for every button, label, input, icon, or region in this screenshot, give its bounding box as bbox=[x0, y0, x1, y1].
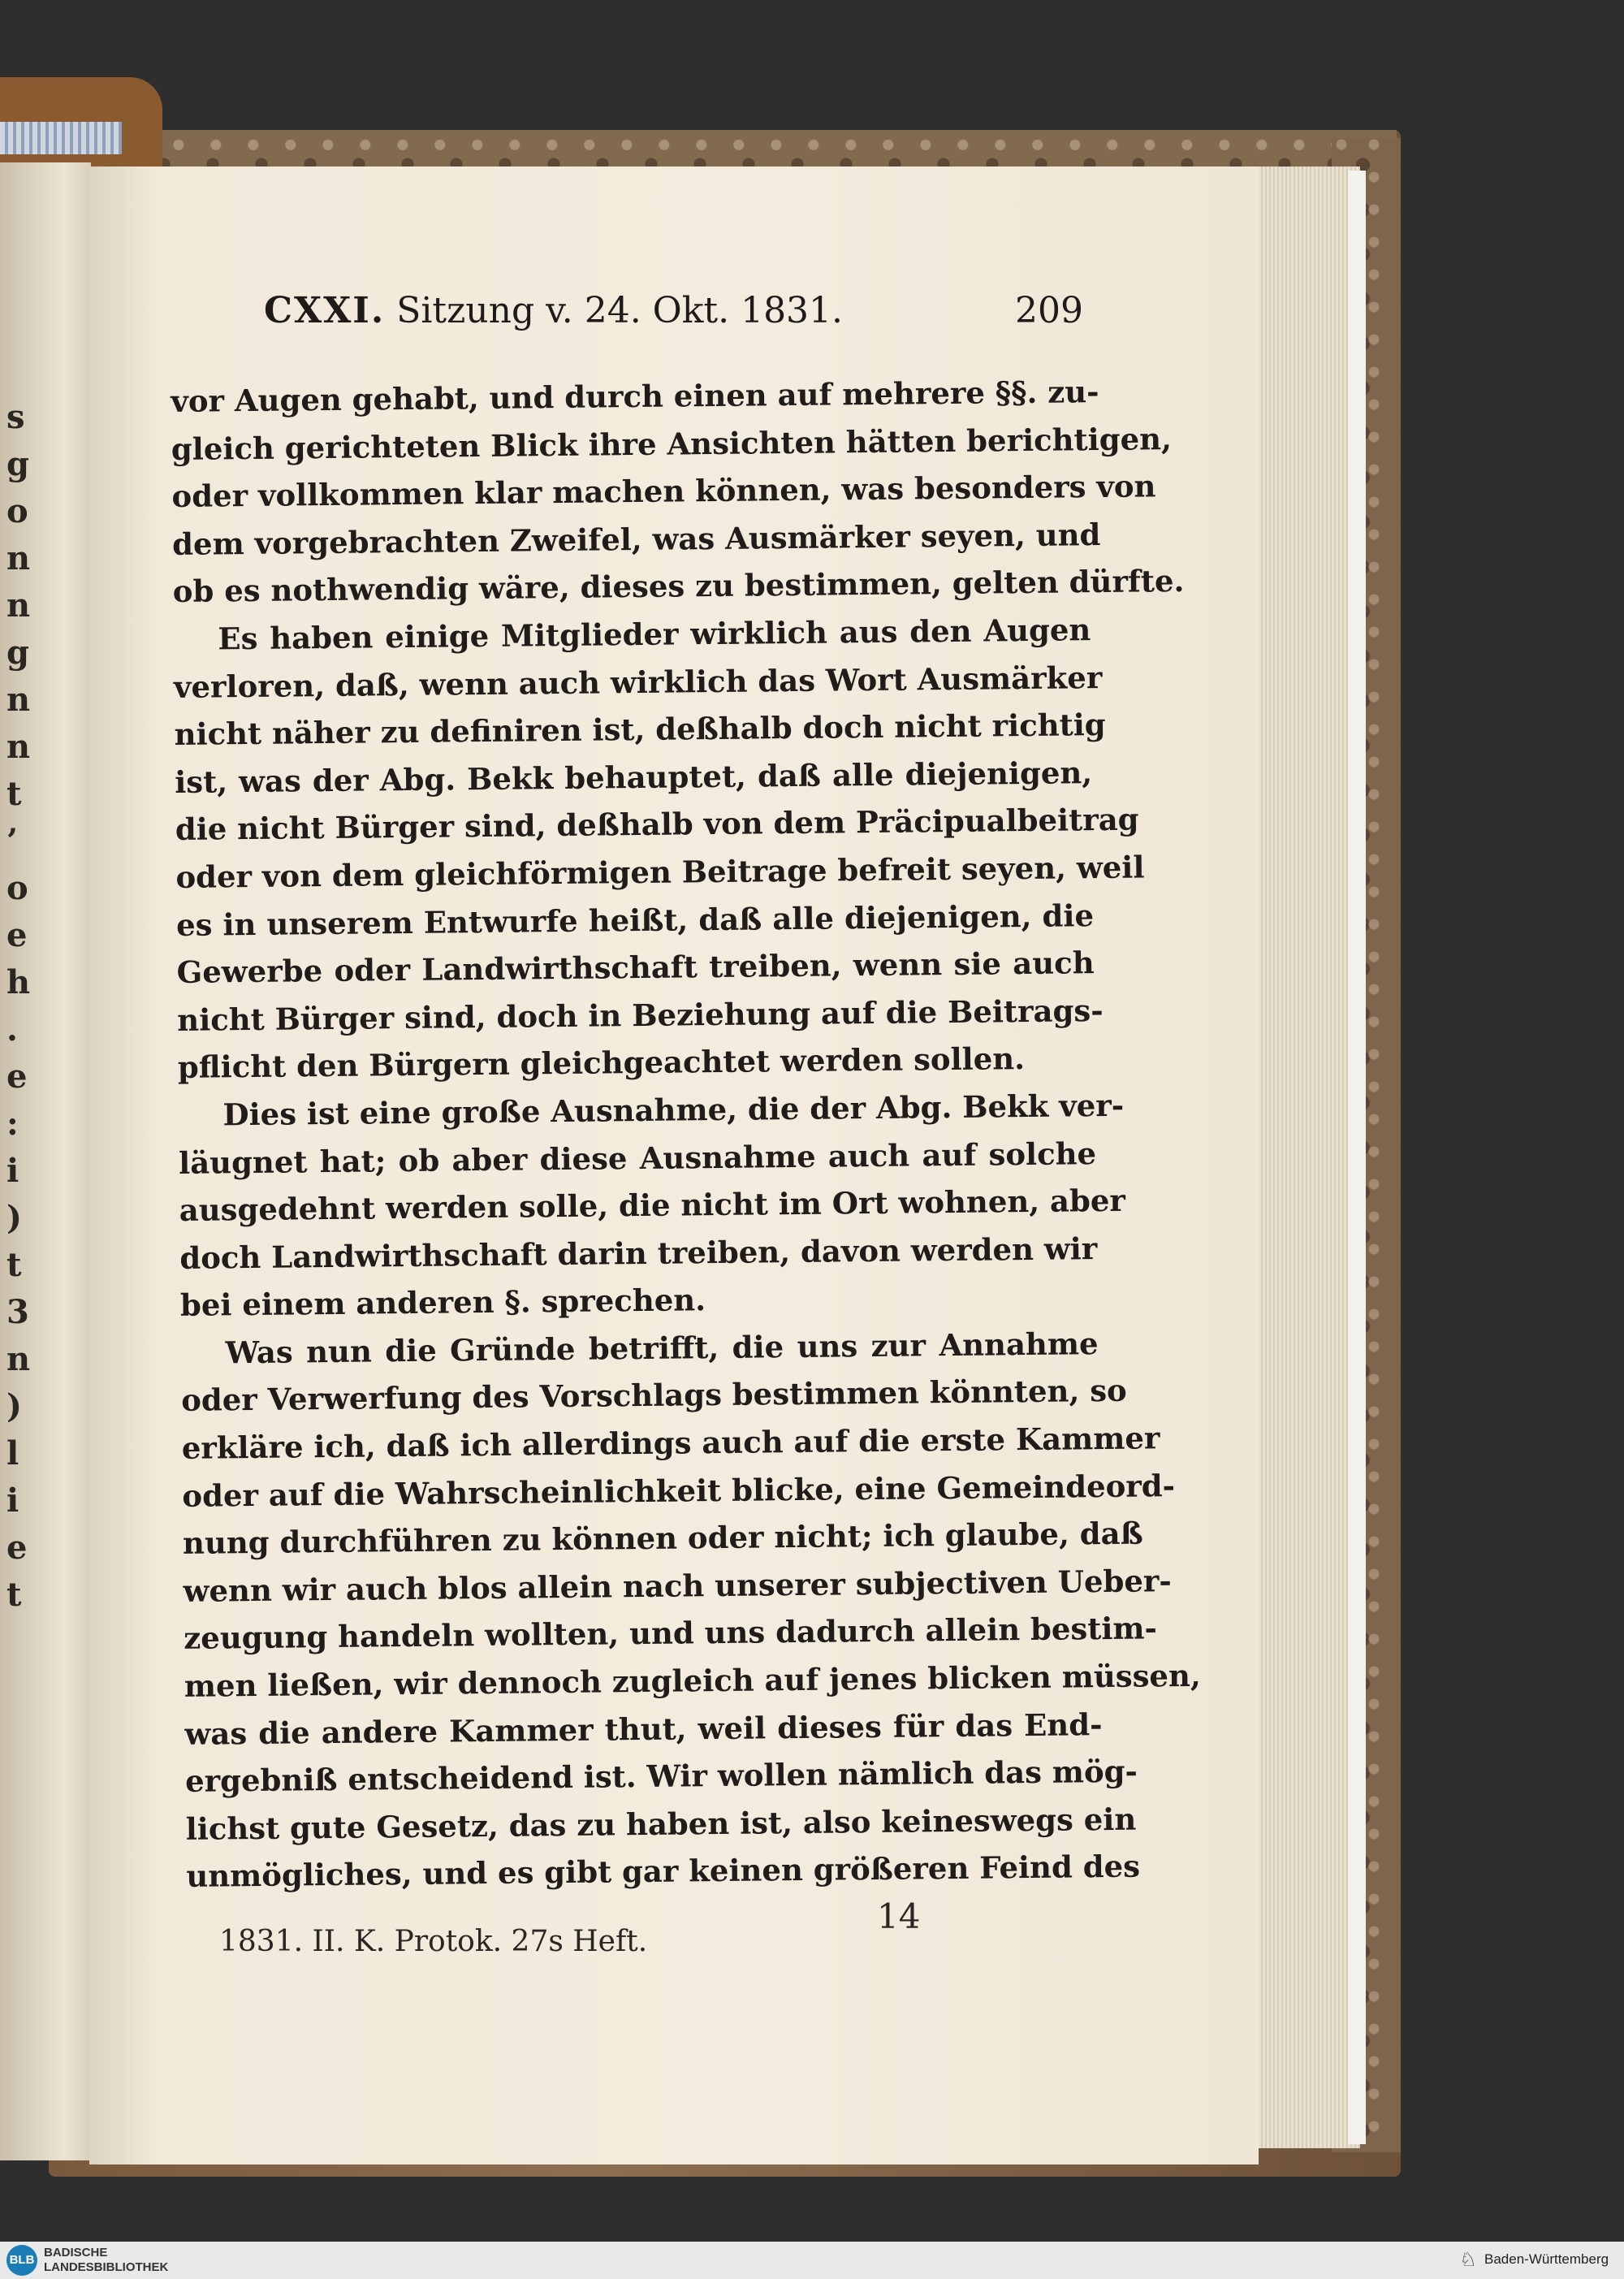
page-edge-highlight bbox=[1348, 171, 1366, 2144]
text-line: ob es nothwendig wäre, dieses zu bestimmen, gelten dürfte. bbox=[172, 563, 1185, 610]
text-line: Dies ist eine große Ausnahme, die der Abg. Bekk ver- bbox=[222, 1087, 1125, 1133]
left-page-fragment: 3 bbox=[6, 1293, 29, 1331]
left-page-fragment: n bbox=[6, 539, 31, 577]
running-head-title: Sitzung v. 24. Okt. 1831. bbox=[396, 290, 844, 331]
text-line: nicht näher zu definiren ist, deßhalb doch nicht richtig bbox=[174, 707, 1106, 753]
text-line: es in unserem Entwurfe heißt, daß alle diejenigen, die bbox=[175, 897, 1095, 943]
left-page-fragment: t bbox=[6, 1246, 22, 1284]
left-page-fragment: g bbox=[6, 634, 29, 672]
library-name bbox=[44, 2246, 168, 2275]
left-page-fragment: i bbox=[6, 1152, 19, 1190]
text-line: Gewerbe oder Landwirthschaft treiben, wenn sie auch bbox=[176, 945, 1095, 991]
library-name-line2: LANDESBIBLIOTHEK bbox=[44, 2260, 169, 2274]
left-page-fragment: g bbox=[6, 445, 29, 483]
text-line: die nicht Bürger sind, deßhalb von dem Präcipualbeitrag bbox=[175, 801, 1139, 848]
sheet-number: 14 bbox=[877, 1896, 921, 1936]
text-line: dem vorgebrachten Zweifel, was Ausmärker seyen, und bbox=[171, 516, 1101, 562]
left-page-fragment: ) bbox=[6, 1387, 22, 1425]
text-line: oder Verwerfung des Vorschlags bestimmen könnten, so bbox=[180, 1373, 1127, 1419]
left-page-fragment: o bbox=[6, 492, 28, 530]
text-line: pflicht den Bürgern gleichgeachtet werden sollen. bbox=[177, 1040, 1026, 1086]
page-stack-edge bbox=[1255, 166, 1360, 2148]
text-line: lichst gute Gesetz, das zu haben ist, also keineswegs ein bbox=[185, 1801, 1137, 1847]
text-line: was die andere Kammer thut, weil dieses für das End- bbox=[184, 1706, 1103, 1752]
text-line: men ließen, wir dennoch zugleich auf jenes blicken müssen, bbox=[184, 1657, 1201, 1704]
text-line: erkläre ich, daß ich allerdings auch auf die erste Kammer bbox=[181, 1420, 1160, 1466]
text-line: gleich gerichteten Blick ihre Ansichten hätten berichtigen, bbox=[171, 420, 1173, 467]
coat-of-arms-icon[interactable]: ♘ bbox=[1459, 2248, 1477, 2271]
text-line: ergebniß entscheidend ist. Wir wollen nämlich das mög- bbox=[184, 1753, 1138, 1800]
left-page-fragment: e bbox=[6, 1057, 28, 1096]
text-line: verloren, daß, wenn auch wirklich das Wort Ausmärker bbox=[173, 659, 1103, 705]
blb-logo-icon[interactable]: BLB bbox=[6, 2245, 37, 2276]
text-line: ist, was der Abg. Bekk behauptet, daß alle diejenigen, bbox=[174, 754, 1093, 800]
left-page-fragment: h bbox=[6, 963, 31, 1001]
text-line: Was nun die Gründe betrifft, die uns zur Annahme bbox=[225, 1325, 1099, 1371]
text-line: nung durchführen zu können oder nicht; ich glaube, daß bbox=[182, 1515, 1143, 1562]
headband bbox=[0, 122, 122, 154]
text-line: Es haben einige Mitglieder wirklich aus den Augen bbox=[218, 612, 1091, 657]
text-line: bei einem anderen §. sprechen. bbox=[179, 1282, 706, 1324]
left-page-fragment: n bbox=[6, 728, 31, 766]
text-line: vor Augen gehabt, und durch einen auf mehrere §§. zu- bbox=[171, 374, 1099, 419]
left-page-fragment: : bbox=[6, 1105, 19, 1143]
printer-signature: 1831. II. K. Protok. 27s Heft. bbox=[219, 1925, 648, 1958]
left-page-fragment: . bbox=[6, 1010, 18, 1049]
left-page-fragment: ) bbox=[6, 1199, 22, 1237]
left-page-fragment: i bbox=[6, 1481, 19, 1520]
text-line: unmögliches, und es gibt gar keinen größeren Feind des bbox=[186, 1849, 1141, 1895]
text-line: zeugung handeln wollten, und uns dadurch allein bestim- bbox=[184, 1610, 1158, 1657]
running-head bbox=[264, 290, 1076, 339]
left-page-fragment: ’ bbox=[6, 822, 18, 860]
left-page-fragment: o bbox=[6, 869, 28, 907]
text-line: wenn wir auch blos allein nach unserer subjectiven Ueber- bbox=[183, 1563, 1173, 1609]
text-line: ausgedehnt werden solle, die nicht im Ort wohnen, aber bbox=[179, 1182, 1126, 1229]
library-name-line1: BADISCHE bbox=[44, 2246, 108, 2260]
left-page-fragment: n bbox=[6, 681, 31, 719]
left-page-fragment: e bbox=[6, 1529, 28, 1567]
left-page-fragment: e bbox=[6, 916, 28, 954]
page-number: 209 bbox=[1015, 290, 1083, 331]
text-line: nicht Bürger sind, doch in Beziehung auf die Beitrags- bbox=[177, 992, 1104, 1038]
body-text bbox=[171, 368, 1201, 1901]
left-facing-page bbox=[0, 162, 91, 2160]
text-line: doch Landwirthschaft darin treiben, davon werden wir bbox=[179, 1230, 1098, 1276]
text-line: oder von dem gleichförmigen Beitrage befreit seyen, weil bbox=[175, 849, 1145, 895]
left-page-fragment: t bbox=[6, 1576, 22, 1614]
left-page-fragment: n bbox=[6, 586, 31, 625]
left-page-fragment: t bbox=[6, 775, 22, 813]
text-line: oder vollkommen klar machen können, was besonders von bbox=[171, 468, 1156, 515]
left-page-fragment: l bbox=[6, 1434, 19, 1472]
left-page-fragment: n bbox=[6, 1340, 31, 1378]
state-name[interactable]: Baden-Württemberg bbox=[1484, 2251, 1609, 2267]
footer-bar bbox=[0, 2242, 1624, 2279]
left-page-fragment: s bbox=[6, 398, 25, 436]
text-line: läugnet hat; ob aber diese Ausnahme auch auf solche bbox=[178, 1135, 1097, 1181]
text-line: oder auf die Wahrscheinlichkeit blicke, eine Gemeindeord- bbox=[182, 1467, 1176, 1514]
running-head-prefix: CXXI. bbox=[264, 290, 386, 331]
